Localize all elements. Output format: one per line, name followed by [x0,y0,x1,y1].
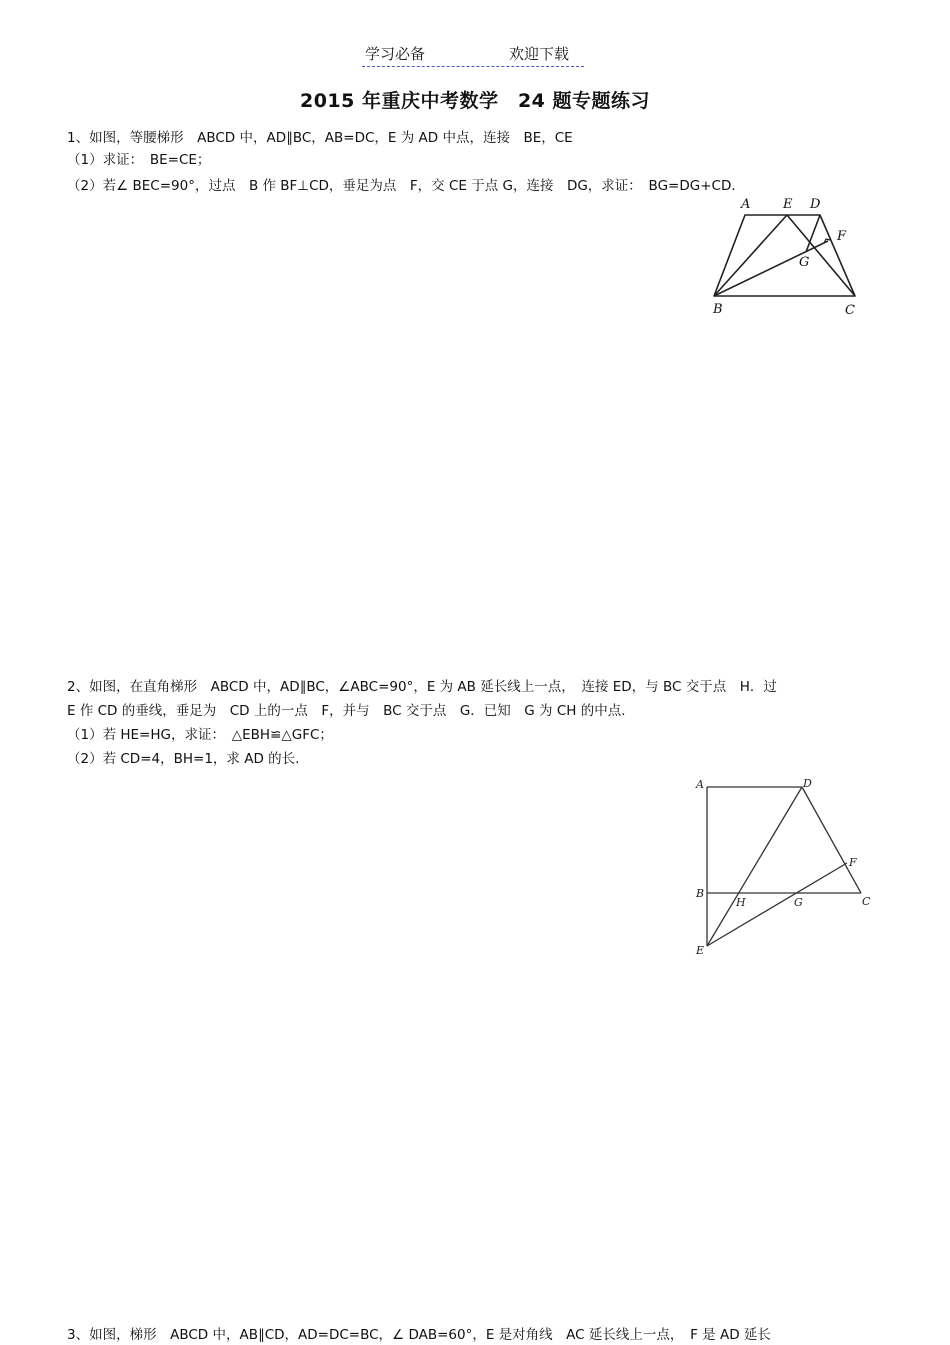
segment-dc [802,787,861,893]
segment-be [714,215,787,296]
segment-ef [707,863,847,946]
problem-2-part-1: （1）若 HE=HG，求证： △EBH≌△GFC； [67,727,333,743]
label-h: H [736,896,746,909]
problem-2-statement-cont: E 作 CD 的垂线，垂足为 CD 上的一点 F，并与 BC 交于点 G．已知 G 为 CH 的中点. [67,703,626,719]
label-a: A [741,197,751,212]
label-e: E [783,197,793,212]
label-e: E [696,944,705,957]
trapezoid-abcd [714,215,855,296]
label-f: F [849,856,857,869]
problem-2-statement: 2、如图，在直角梯形 ABCD 中，AD∥BC，∠ABC=90°，E 为 AB 延长线上一点， 连接 ED，与 BC 交于点 H．过 [67,679,777,695]
problem-1-statement: 1、如图，等腰梯形 ABCD 中，AD∥BC，AB=DC，E 为 AD 中点，连接 BE，CE [67,130,573,146]
label-a: A [696,778,704,791]
label-c: C [845,303,855,318]
problem-2-figure [690,772,880,964]
problem-3-statement: 3、如图，梯形 ABCD 中，AB∥CD，AD=DC=BC，∠ DAB=60°，E 是对角线 AC 延长线上一点， F 是 AD 延长 [67,1327,771,1343]
label-b: B [696,887,705,900]
header-right-text: 欢迎下载 [509,45,570,63]
page-title: 2015 年重庆中考数学 24 题专题练习 [299,90,651,112]
label-g: G [799,255,810,270]
label-b: B [713,302,723,317]
problem-2-part-2: （2）若 CD=4，BH=1，求 AD 的长. [67,751,300,767]
label-c: C [862,895,871,908]
segment-ed [707,787,802,946]
label-d: D [803,777,812,790]
label-d: D [810,197,821,212]
label-g: G [794,896,803,909]
page-header [362,42,584,67]
problem-1-figure [700,190,880,325]
problem-1-part-2: （2）若∠ BEC=90°，过点 B 作 BF⊥CD，垂足为点 F，交 CE 于点 G，连接 DG，求证： BG=DG+CD． [67,178,745,194]
problem-1-part-1: （1）求证： BE=CE； [67,152,211,168]
label-f: F [837,229,847,244]
header-left-text: 学习必备 [365,45,426,63]
